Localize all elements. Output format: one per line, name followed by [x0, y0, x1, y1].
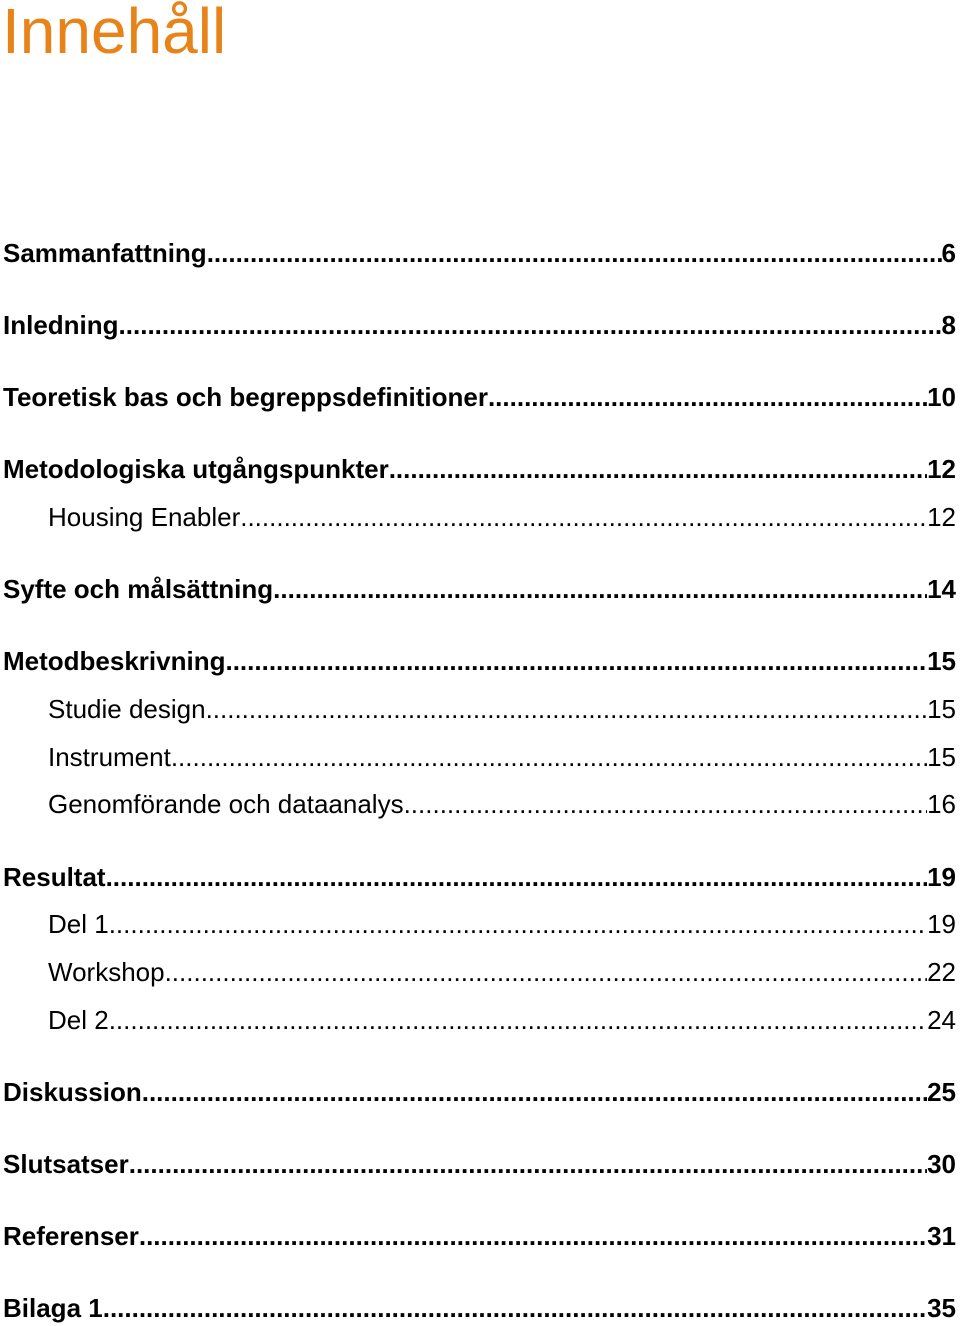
toc-leader	[206, 692, 928, 726]
toc-page-number: 25	[927, 1077, 956, 1107]
toc-page-number: 8	[941, 310, 956, 340]
toc-entry-title: Resultat	[3, 862, 106, 892]
toc-leader	[389, 452, 927, 486]
toc-entry-referenser[interactable]	[3, 1219, 956, 1253]
toc-page-number: 19	[927, 909, 956, 939]
toc-page-number: 6	[941, 238, 956, 268]
toc-page-number: 24	[927, 1005, 956, 1035]
toc-leader	[273, 572, 927, 606]
toc-entry-title: Instrument	[48, 742, 171, 772]
toc-entry-title: Sammanfattning	[3, 238, 207, 268]
toc-entry-title: Teoretisk bas och begreppsdefinitioner	[3, 382, 488, 412]
toc-entry-title: Workshop	[48, 957, 165, 987]
page-title: Innehåll	[2, 0, 227, 67]
toc-page-number: 30	[927, 1149, 956, 1179]
toc-entry-studie-design[interactable]	[48, 692, 956, 726]
toc-entry-title: Referenser	[3, 1221, 139, 1251]
toc-entry-del-2[interactable]	[48, 1003, 956, 1037]
toc-entry-title: Slutsatser	[3, 1149, 129, 1179]
toc-page-number: 15	[927, 742, 956, 772]
toc-leader	[225, 644, 927, 678]
toc-page-number: 15	[927, 646, 956, 676]
toc-page-number: 16	[927, 789, 956, 819]
toc-leader	[404, 787, 928, 821]
toc-entry-title: Genomförande och dataanalys	[48, 789, 404, 819]
toc-entry-instrument[interactable]	[48, 740, 956, 774]
toc-leader	[165, 955, 928, 989]
toc-entry-title: Studie design	[48, 694, 206, 724]
toc-page-number: 12	[927, 454, 956, 484]
toc-page-number: 31	[927, 1221, 956, 1251]
toc-entry-title: Inledning	[3, 310, 119, 340]
toc-entry-metodologiska-utgangspunkter[interactable]	[3, 452, 956, 486]
toc-entry-title: Del 1	[48, 909, 109, 939]
toc-entry-syfte-och-malsattning[interactable]	[3, 572, 956, 606]
toc-entry-inledning[interactable]	[3, 308, 956, 342]
toc-entry-title: Metodbeskrivning	[3, 646, 226, 676]
toc-page-number: 12	[927, 502, 956, 532]
toc-entry-title: Metodologiska utgångspunkter	[3, 454, 389, 484]
toc-leader	[488, 380, 927, 414]
toc-leader	[119, 308, 942, 342]
toc-entry-diskussion[interactable]	[3, 1075, 956, 1109]
toc-leader	[106, 860, 928, 894]
toc-entry-housing-enabler[interactable]	[48, 500, 956, 534]
toc-entry-slutsatser[interactable]	[3, 1147, 956, 1181]
toc-entry-sammanfattning[interactable]	[3, 236, 956, 270]
toc-page-number: 35	[927, 1293, 956, 1323]
toc-page-number: 22	[927, 957, 956, 987]
toc-entry-bilaga-1[interactable]	[3, 1291, 956, 1325]
toc-leader	[103, 1291, 927, 1325]
toc-entry-title: Syfte och målsättning	[3, 574, 274, 604]
toc-entry-metodbeskrivning[interactable]	[3, 644, 956, 678]
toc-entry-workshop[interactable]	[48, 955, 956, 989]
toc-leader	[109, 1003, 927, 1037]
toc-leader	[129, 1147, 927, 1181]
toc-leader	[142, 1075, 927, 1109]
toc-entry-del-1[interactable]	[48, 907, 956, 941]
toc-page-number: 15	[927, 694, 956, 724]
toc-leader	[240, 500, 927, 534]
toc-page-number: 10	[927, 382, 956, 412]
toc-entry-title: Del 2	[48, 1005, 109, 1035]
toc-leader	[171, 740, 927, 774]
toc-leader	[207, 236, 942, 270]
toc-leader	[139, 1219, 927, 1253]
toc-entry-resultat[interactable]	[3, 860, 956, 894]
toc-entry-title: Housing Enabler	[48, 502, 241, 532]
toc-entry-title: Diskussion	[3, 1077, 142, 1107]
toc-page-number: 14	[927, 574, 956, 604]
toc-entry-teoretisk-bas[interactable]	[3, 380, 956, 414]
toc-page-number: 19	[927, 862, 956, 892]
toc-entry-title: Bilaga 1	[3, 1293, 103, 1323]
toc-leader	[109, 907, 927, 941]
toc-entry-genomforande-och-dataanalys[interactable]	[48, 787, 956, 821]
